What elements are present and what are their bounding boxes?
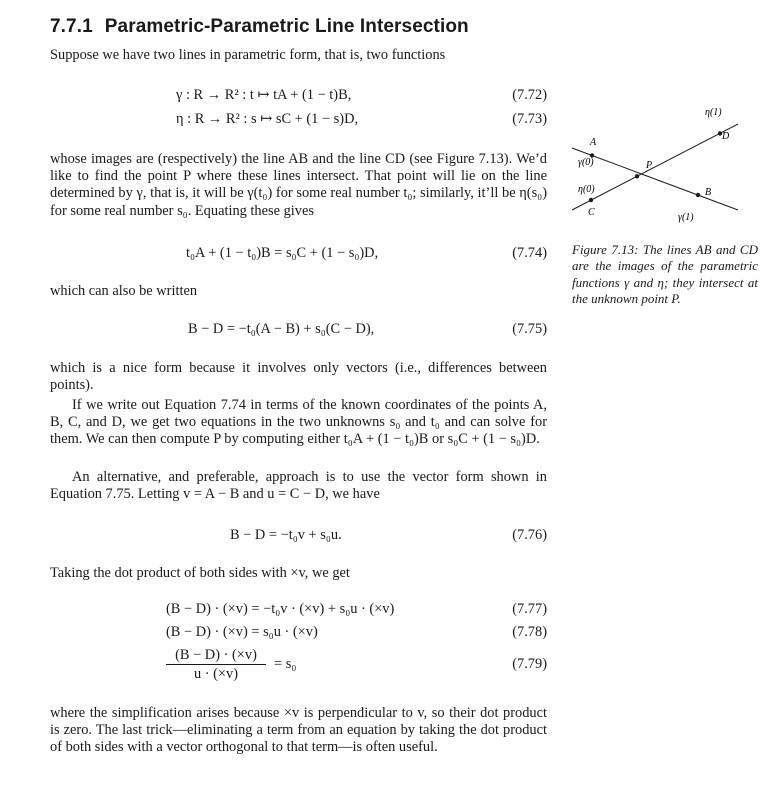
figure-7-13 bbox=[560, 106, 760, 236]
line-cd bbox=[572, 124, 738, 210]
equation-7-73 bbox=[50, 110, 547, 128]
point-p bbox=[635, 174, 639, 178]
paragraph-vectors: which is a nice form because it involves only vectors (i.e., differences between points). bbox=[50, 360, 547, 394]
equation-expression: B − D = −t₀v + s₀u. bbox=[230, 527, 342, 543]
fraction bbox=[166, 646, 266, 683]
equation-number: (7.77) bbox=[512, 601, 547, 617]
paragraph-intro: Suppose we have two lines in parametric form, that is, two functions bbox=[50, 47, 446, 63]
equation-number: (7.79) bbox=[512, 656, 547, 672]
equation-number: (7.74) bbox=[512, 245, 547, 261]
point-b bbox=[696, 193, 700, 197]
equation-expression: (B − D) · (×v) = s₀u · (×v) bbox=[166, 624, 318, 640]
equation-expression: (B − D) · (×v) = −t₀v · (×v) + s₀u · (×v) bbox=[166, 601, 395, 617]
figure-caption: Figure 7.13: The lines AB and CD are the images of the parametric functions γ and η; they intersect at the unknown point P. bbox=[572, 242, 758, 307]
equation-number: (7.72) bbox=[512, 87, 547, 103]
equation-7-79 bbox=[50, 646, 547, 688]
paragraph-simplification: where the simplification arises because ×v is perpendicular to v, so their dot product is zero. The last trick—eliminating a term from an equation by taking the dot product of both sides with a vector orthogonal to that term—is often useful. bbox=[50, 705, 547, 756]
equation-number: (7.75) bbox=[512, 321, 547, 337]
equation-number: (7.76) bbox=[512, 527, 547, 543]
equation-7-74 bbox=[50, 244, 547, 262]
label-a: A bbox=[590, 137, 597, 148]
label-gamma1: γ(1) bbox=[678, 212, 694, 223]
fraction-rhs: = s₀ bbox=[274, 656, 297, 672]
equation-7-75 bbox=[50, 320, 547, 338]
line-ab bbox=[572, 148, 738, 210]
equation-number: (7.73) bbox=[512, 111, 547, 127]
paragraph-dot-product: Taking the dot product of both sides with ×v, we get bbox=[50, 565, 350, 581]
label-eta0: η(0) bbox=[578, 184, 595, 195]
paragraph-lines: whose images are (respectively) the line AB and the line CD (see Figure 7.13). We’d like to find the point P where these lines intersect. That point will lie on the line determined by γ, that is, it will be γ(t₀) for some real number t₀; similarly, it’ll be η(s₀) for some real number s₀. Equating these gives bbox=[50, 151, 547, 219]
equation-7-77 bbox=[50, 600, 547, 618]
section-title: Parametric-Parametric Line Intersection bbox=[104, 16, 469, 37]
section-heading bbox=[50, 16, 469, 38]
paragraph-solve: If we write out Equation 7.74 in terms of the known coordinates of the points A, B, C, and D, we get two equations in the two unknowns s₀ and t₀ and can solve for them. We can then compute P by computing either t₀A + (1 − t₀)B or s₀C + (1 − s₀)D. bbox=[50, 397, 547, 448]
equation-7-78 bbox=[50, 623, 547, 641]
section-number: 7.7.1 bbox=[50, 16, 93, 37]
paragraph-alternative: An alternative, and preferable, approach is to use the vector form shown in Equation 7.75. Letting v = A − B and u = C − D, we have bbox=[50, 469, 547, 503]
fraction-numerator: (B − D) · (×v) bbox=[166, 646, 266, 665]
equation-number: (7.78) bbox=[512, 624, 547, 640]
equation-expression: γ : R → R² : t ↦ tA + (1 − t)B, bbox=[176, 87, 352, 103]
equation-7-76 bbox=[50, 526, 547, 544]
point-c bbox=[589, 198, 593, 202]
label-eta1: η(1) bbox=[705, 107, 722, 118]
label-p: P bbox=[646, 160, 653, 171]
label-c: C bbox=[588, 207, 595, 218]
label-gamma0: γ(0) bbox=[578, 157, 594, 168]
equation-7-72 bbox=[50, 86, 547, 104]
figure-diagram bbox=[560, 106, 760, 236]
equation-expression: η : R → R² : s ↦ sC + (1 − s)D, bbox=[176, 111, 359, 127]
label-d: D bbox=[722, 131, 730, 142]
equation-expression: t₀A + (1 − t₀)B = s₀C + (1 − s₀)D, bbox=[186, 245, 379, 261]
fraction-denominator: u · (×v) bbox=[193, 666, 239, 682]
label-b: B bbox=[705, 187, 712, 198]
equation-expression: B − D = −t₀(A − B) + s₀(C − D), bbox=[188, 321, 375, 337]
paragraph-rewrite: which can also be written bbox=[50, 283, 198, 299]
